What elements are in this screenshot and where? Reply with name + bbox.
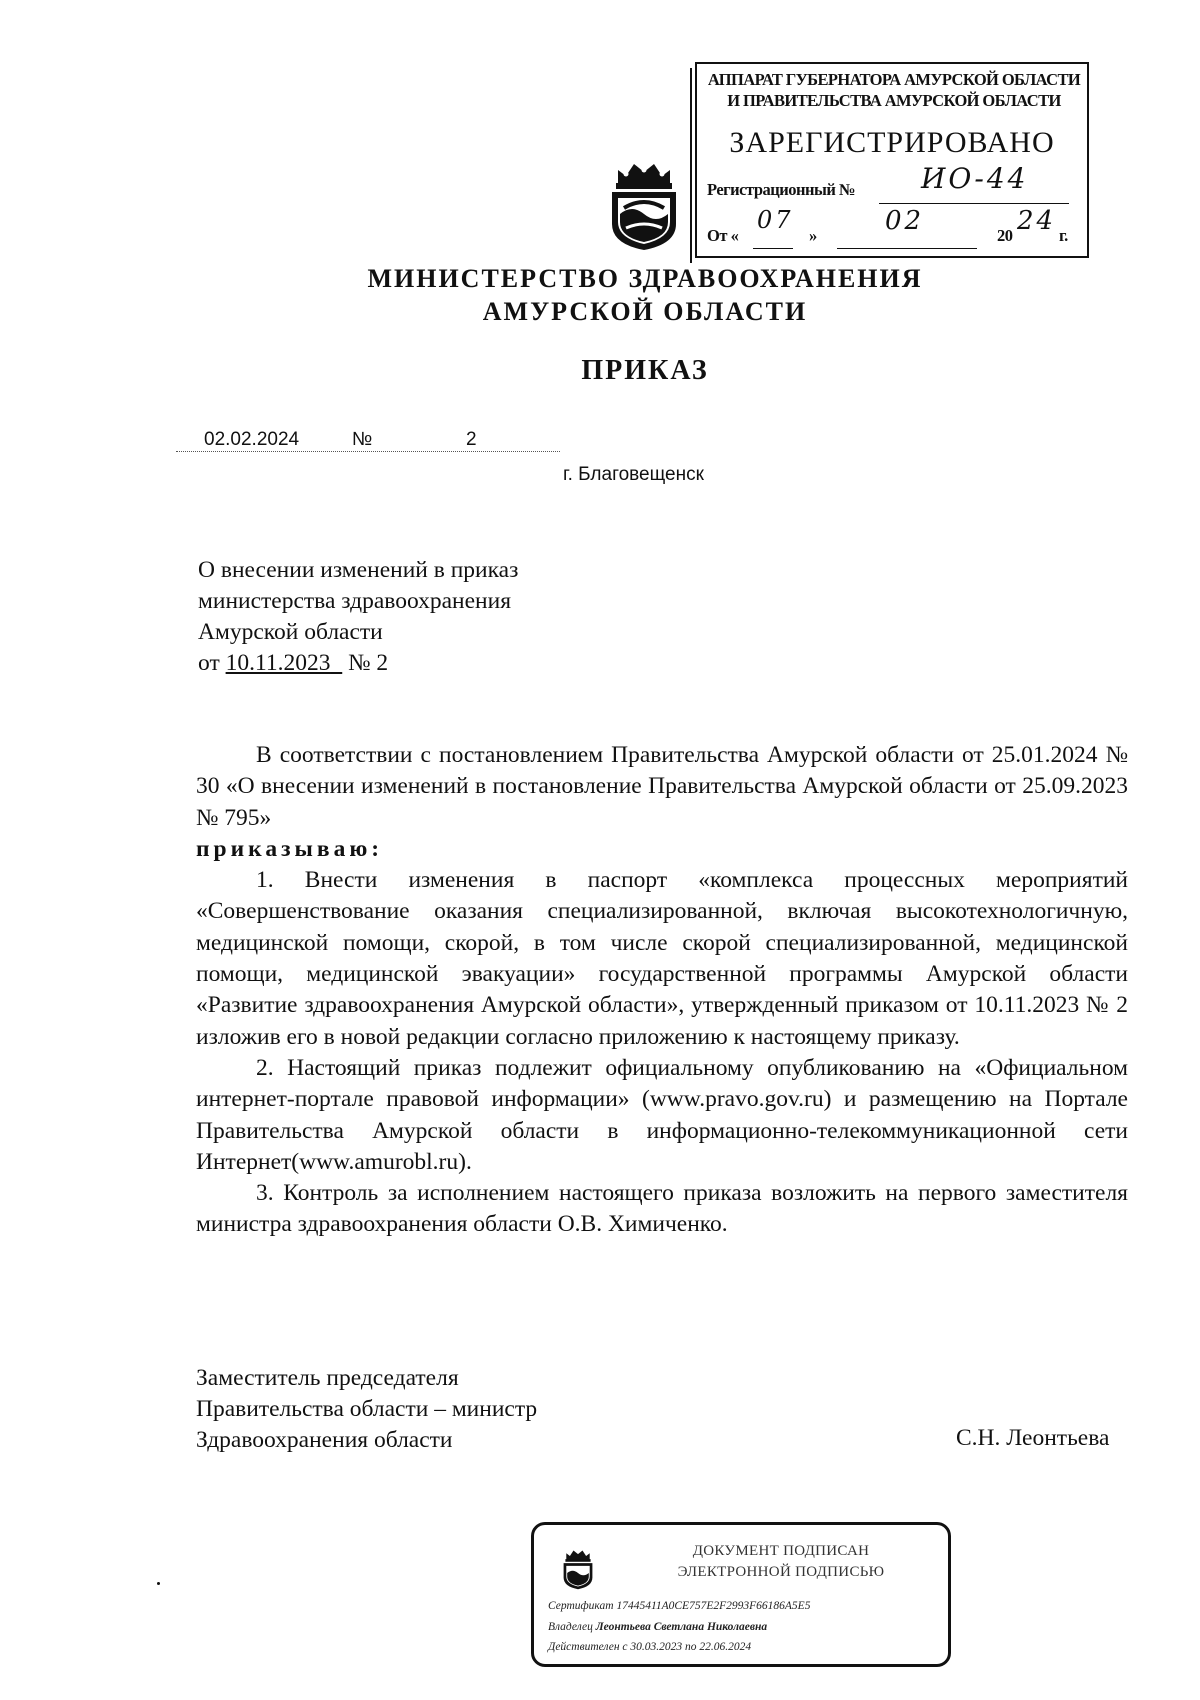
order-city: г. Благовещенск xyxy=(563,464,704,485)
esig-owner-value: Леонтьева Светлана Николаевна xyxy=(595,1621,768,1633)
subject-line-4-date: 10.11.2023 xyxy=(225,650,331,676)
ministry-name-line-2: АМУРСКОЙ ОБЛАСТИ xyxy=(482,297,808,326)
esig-cert-line xyxy=(548,1600,810,1612)
stamp-status: ЗАРЕГИСТРИРОВАНО xyxy=(729,126,1055,159)
stamp-date-mid: » xyxy=(809,226,817,245)
stamp-date-month: 02 xyxy=(885,206,925,236)
esig-valid-to: 22.06.2024 xyxy=(699,1641,752,1653)
stamp-month-underline xyxy=(837,248,977,249)
order-number-sign: № xyxy=(352,429,373,450)
stamp-number-label: Регистрационный № xyxy=(707,180,856,199)
stamp-date-year-suffix: 24 xyxy=(1017,206,1057,236)
esig-head-line-1: ДОКУМЕНТ ПОДПИСАН xyxy=(692,1543,870,1559)
subject-line-4 xyxy=(198,648,518,679)
body-item-2: 2. Настоящий приказ подлежит официальному опубликованию на «Официальном интернет-портале правовой информации» (www.pravo.gov.ru) и размещению на Портале Правительства Амурской области в информационно-телекоммуникационной сети Интернет(www.amurobl.ru). xyxy=(196,1054,1128,1175)
esig-coat-of-arms-icon xyxy=(560,1547,596,1591)
stamp-date-day: 07 xyxy=(757,206,794,234)
esig-valid-line xyxy=(548,1641,751,1653)
signatory-title-line-3: Здравоохранения области xyxy=(196,1427,453,1453)
subject-line-2: министерства здравоохранения xyxy=(198,588,512,614)
stamp-org-line-1: АППАРАТ ГУБЕРНАТОРА АМУРСКОЙ ОБЛАСТИ xyxy=(707,70,1081,89)
stamp-day-underline xyxy=(753,248,793,249)
signatory-title-line-2: Правительства области – министр xyxy=(196,1396,538,1422)
scan-dot xyxy=(157,1582,160,1585)
subject-line-4-prefix: от xyxy=(198,650,220,676)
esig-owner-label: Владелец xyxy=(548,1621,593,1633)
body-item-3: 3. Контроль за исполнением настоящего приказа возложить на первого заместителя министра здравоохранения области О.В. Химиченко. xyxy=(196,1180,1128,1238)
esig-cert-value: 17445411A0CE757E2F2993F66186A5E5 xyxy=(616,1600,811,1612)
amur-oblast-coat-of-arms-icon xyxy=(604,158,684,252)
registration-stamp xyxy=(695,62,1089,258)
esig-head-line-2: ЭЛЕКТРОННОЙ ПОДПИСЬЮ xyxy=(677,1564,885,1580)
signatory-title-line-1: Заместитель председателя xyxy=(196,1365,459,1391)
subject-line-3: Амурской области xyxy=(198,619,383,645)
date-number-line xyxy=(176,451,560,452)
order-subject xyxy=(198,555,518,679)
order-date: 02.02.2024 xyxy=(204,429,300,450)
document-type: ПРИКАЗ xyxy=(581,355,709,386)
esig-owner-line xyxy=(548,1621,767,1633)
stamp-org-line-2: И ПРАВИТЕЛЬСТВА АМУРСКОЙ ОБЛАСТИ xyxy=(727,91,1061,110)
body-preamble: В соответствии с постановлением Правительства Амурской области от 25.01.2024 № 30 «О внесении изменений в постановление Правительства Амурской области от 25.09.2023 № 795» xyxy=(196,742,1128,831)
body-item-1: 1. Внести изменения в паспорт «комплекса процессных мероприятий «Совершенствование оказания специализированной, включая высокотехнологичную, медицинской помощи, скорой, в том числе скорой специализированной, медицинской помощи, медицинской эвакуации» государственной программы Амурской области «Развитие здравоохранения Амурской области», утвержденный приказом от 10.11.2023 № 2 изложив его в новой редакции согласно приложению к настоящему приказу. xyxy=(196,867,1128,1050)
stamp-number-underline xyxy=(879,203,1069,204)
esig-cert-label: Сертификат xyxy=(548,1600,614,1612)
esig-valid-to-label: по xyxy=(685,1641,697,1653)
subject-line-1: О внесении изменений в приказ xyxy=(198,557,519,583)
stamp-date-year-prefix: 20 xyxy=(997,226,1013,245)
electronic-signature-stamp xyxy=(531,1522,951,1667)
esig-valid-label: Действителен с xyxy=(548,1641,628,1653)
order-number: 2 xyxy=(466,429,477,450)
subject-date-underline-tail xyxy=(330,650,342,676)
signatory-title xyxy=(196,1363,537,1456)
subject-line-4-suffix: № 2 xyxy=(348,650,389,676)
body-decree-word: приказываю: xyxy=(196,835,384,862)
order-body xyxy=(196,740,1128,1241)
ministry-name-line-1: МИНИСТЕРСТВО ЗДРАВООХРАНЕНИЯ xyxy=(367,264,923,293)
stamp-number-value: ИО-44 xyxy=(921,162,1029,195)
signatory-name: С.Н. Леонтьева xyxy=(956,1425,1110,1451)
stamp-date-g: г. xyxy=(1059,226,1068,245)
stamp-date-prefix: От « xyxy=(707,226,739,245)
esig-valid-from: 30.03.2023 xyxy=(630,1641,683,1653)
